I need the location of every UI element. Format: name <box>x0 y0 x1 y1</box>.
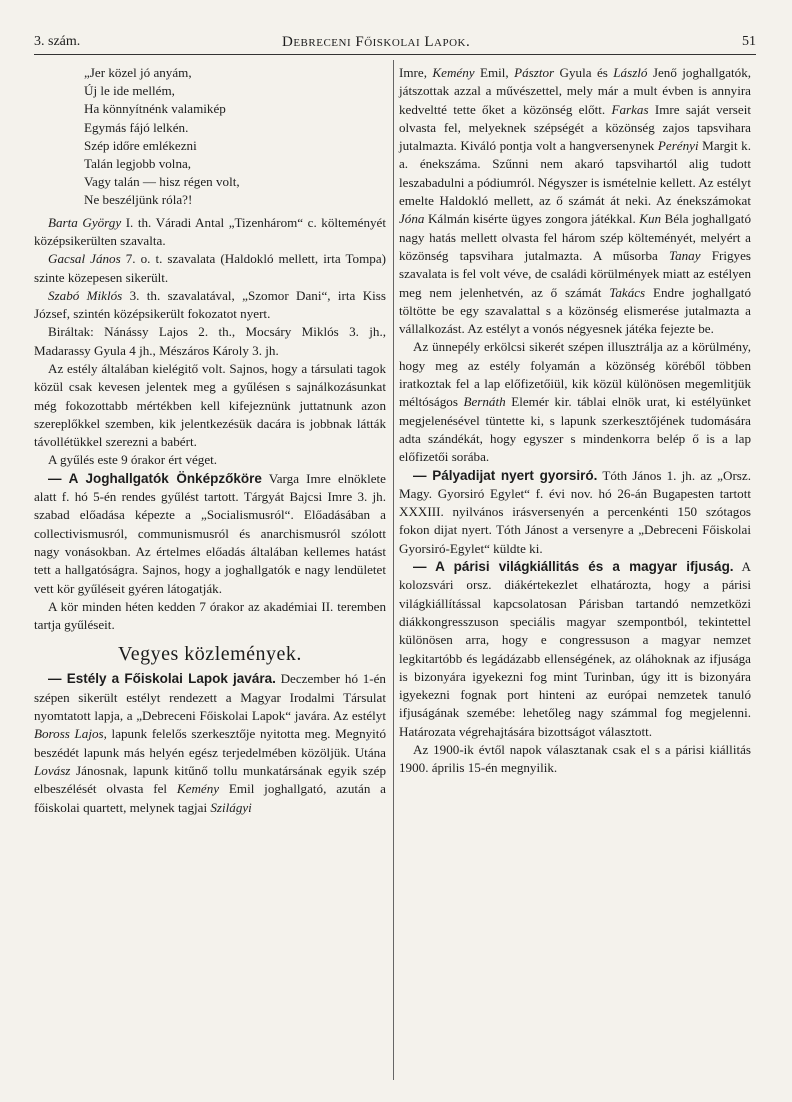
paragraph-judges: Biráltak: Nánássy Lajos 2. th., Mocsáry Miklós 3. jh., Madarassy Gyula 4 jh., Mészáros Károly 3. jh. <box>34 324 386 358</box>
paragraph-kor-schedule: A kör minden héten kedden 7 órakor az akadémiai II. teremben tartja gyűléseit. <box>34 598 386 633</box>
paragraph-text: 7. o. t. szavalata (Haldokló mellett, irta Tompa) szinte közepesen sikerült. <box>34 251 386 285</box>
paragraph-text: Tóth János 1. jh. az „Orsz. Magy. Gyorsiró Egylet“ f. évi nov. hó 26-án Bugapesten tartott XXXIII. nyilvános irásversenyén a percenkénti 150 szótagos fokon dijat nyert. Tóth Jánost a versenyre a „Debreceni Főiskolai Gyorsiró-Egylet“ küldte ki. <box>399 467 751 556</box>
paragraph-text: , lapunk felelős szerkesztője nyitotta meg. Megnyitó beszédét lapunk más helyén egész terjedelmében közöljük. Utána <box>34 726 386 760</box>
person-name: Szabó Miklós <box>48 287 123 303</box>
person-name: Lovász <box>34 762 71 778</box>
paragraph-text: Margit k. a. énekszáma. Szűnni nem akaró tapsvihartól alig tudott leszabadulni a pódiumról. Négyszer is ismételnie kellett. Az estélyt emelte Haldokló mellett, az ő számát át neki. Az énekszámokat <box>399 138 751 209</box>
paragraph-gacsal <box>34 250 386 287</box>
article-heading: — Pályadijat nyert gyorsiró. <box>413 467 598 483</box>
person-name: Kemény <box>432 65 475 80</box>
publication-title: Debreceni Főiskolai Lapok. <box>282 34 471 50</box>
paragraph-estely <box>34 670 386 816</box>
paragraph-success <box>399 338 751 466</box>
person-name: Perényi <box>657 138 699 154</box>
paragraph-text: Endre joghallgató töltötte be egy szavalattal s a közönség elismerése jutalmazta a vállalkozást. Az estélyt a vonós négyesnek játéka fejezte be. <box>399 284 751 337</box>
page-header <box>34 30 756 54</box>
paragraph-text: 3. th. szavalatával, „Szomor Dani“, irta Kiss József, szintén középsikerült fokozatot nyert. <box>34 287 386 322</box>
person-name: Szilágyi <box>210 799 252 815</box>
column-divider <box>393 60 394 1080</box>
paragraph-text: Jánosnak, lapunk kitűnő tollu munkatársának egyik szép elbeszélését olvasta fel <box>34 762 386 797</box>
paragraph-text: Varga Imre elnöklete alatt f. hó 5-én rendes gyűlést tartott. Tárgyát Bajcsi Imre 3. jh. szabad előadása képezte a „Socialismusról“. Előadásában a collectivismusról, communismusról és anarchismusról szólott nagy vonásokban. Az értelmes előadás általában kellemes hatást tett a hallgatóságra. Sajnos, hogy a joghallgatók e nagy lendületet vett kör gyűléseit gyéren látogatják. <box>34 470 386 596</box>
paragraph-text: Az ünnepély erkölcsi sikerét szépen illusztrálja az a körülmény, hogy meg az estély folyamán a közönség köréből többen iratkoztak fel a lap előfizetőiül, kik közül különösen megemlitjük méltóságos <box>399 339 751 410</box>
issue-number: 3. szám. <box>34 34 81 49</box>
header-rule <box>34 54 756 55</box>
left-column <box>34 64 386 817</box>
paragraph-paris <box>399 558 751 741</box>
paragraph-text: I. th. Váradi Antal „Tizenhárom“ c. költeményét középsikerülten szavalta. <box>34 214 386 248</box>
paragraph-text: Frigyes szavalata is fel volt véve, de családi körülmények miatt az estélyen meg nem jelenhetvén, az ő számát <box>399 247 751 300</box>
paragraph-text: Deczember hó 1-én szépen sikerült estélyt rendezett a Magyar Irodalmi Társulat nyomtatott lapja, a „Debreceni Főiskolai Lapok“ javára. Az estélyt <box>34 671 386 724</box>
poem-stanza: „Jer közel jó anyám, Új le ide mellém, Ha könnyítnénk valamikép Egymás fájó lelkén. Szép időre emlékezni Talán legjobb volna, Vagy talán — hisz régen volt, Ne beszéljünk róla?! <box>84 65 240 208</box>
paragraph-text: Béla joghallgató nagy hatás mellett olvasta fel három szép költeményét, melyért a közönség tapsvihara jutalmazta. A műsorba <box>399 211 751 263</box>
person-name: Kun <box>639 211 662 227</box>
person-name: Bernáth <box>463 394 506 410</box>
paragraph-text: A kolozsvári orsz. diákértekezlet elhatározta, hogy a párisi világkiállítással kapcsolatosan Párisban tartandó nemzetközi diákkongresszuson speciális magyar szempontból, tekintettel különösen arra, hogy e congressuson a magyar nemzet legkitartóbb és legádázabb ellenségének, az oláhoknak az ifjusága is bizonyára igyekezni fog mint Turinban, úgy itt is bizonyára igyekezni fognak port hinteni az európai nemzetek tanuló ifjuságának szemébe: lehetőleg nagy számmal fog megjelenni. Határozata végrehajtására bizottságot választott. <box>399 559 752 739</box>
paragraph-szabo <box>34 287 386 324</box>
article-heading: — A Joghallgatók Önképzőköre <box>48 470 262 486</box>
paragraph-estely-cont <box>399 64 751 338</box>
person-name: Farkas <box>611 101 649 117</box>
paragraph-closing: A gyűlés este 9 órakor ért véget. <box>48 452 218 468</box>
paragraph-text: Imre, <box>399 65 433 80</box>
article-heading: — Estély a Főiskolai Lapok javára. <box>48 671 276 687</box>
paragraph-text: Kálmán kisérte ügyes zongora játékkal. <box>424 211 640 227</box>
paragraph-barta <box>34 214 386 251</box>
person-name: László <box>613 65 648 80</box>
paragraph-text: Emil joghallgató, azután a főiskolai quartett, melynek tagjai <box>34 781 386 815</box>
paragraph-paris-date: Az 1900-ik évtől napok választanak csak el s a párisi kiállitás 1900. április 15-én megnyilik. <box>399 741 751 776</box>
person-name: Jóna <box>399 211 425 227</box>
paragraph-text: Elemér kir. táblai elnök urat, ki estélyünket megjelenésével tüntette ki, s lapunk szerkesztőjének tudomására adta szándékát, hogy egyszer s mindenkorra belép ő is a lap előfizetői sorába. <box>399 394 751 465</box>
person-name: Boross Lajos <box>34 726 104 742</box>
page-number: 51 <box>742 34 756 49</box>
person-name: Tanay <box>669 247 701 263</box>
article-heading: — A párisi világkiállitás és a magyar ifjuság. <box>413 559 734 575</box>
paragraph-text: Gyula és <box>554 65 614 80</box>
paragraph-text: Jenő joghallgatók, játszottak azzal a művészettel, mely már a mult évben is annyira kedveltté tette őket a közönség előtt. <box>399 65 752 117</box>
person-name: Gacsal János <box>48 251 121 267</box>
paragraph-jogh-kor <box>34 470 386 598</box>
right-column <box>399 64 751 778</box>
paragraph-gyorsiro <box>399 467 751 558</box>
paragraph-text: Emil, <box>474 65 515 80</box>
paragraph-text: Imre saját verseit olvasta fel, melyeknek szépségét a közönség zajos tapsvihara jutalmazta. Kiváló pontja volt a hangversenynek <box>399 101 751 154</box>
person-name: Barta György <box>48 214 122 230</box>
section-heading: Vegyes közlemények. <box>118 643 302 666</box>
person-name: Kemény <box>176 781 220 797</box>
person-name: Takács <box>609 284 646 300</box>
person-name: Pásztor <box>514 65 555 80</box>
paragraph-summary: Az estély általában kielégitő volt. Sajnos, hogy a társulati tagok közül csak kevesen jelentek meg a gyűlésen s sajnálkozásunkat még fokozottabb mértékben kell kifejeznünk juttatnunk azon szereplőkkel szemben, kik jelentkezésük dacára is jobbnak látták távollétükkel szerezni a babért. <box>34 361 386 450</box>
